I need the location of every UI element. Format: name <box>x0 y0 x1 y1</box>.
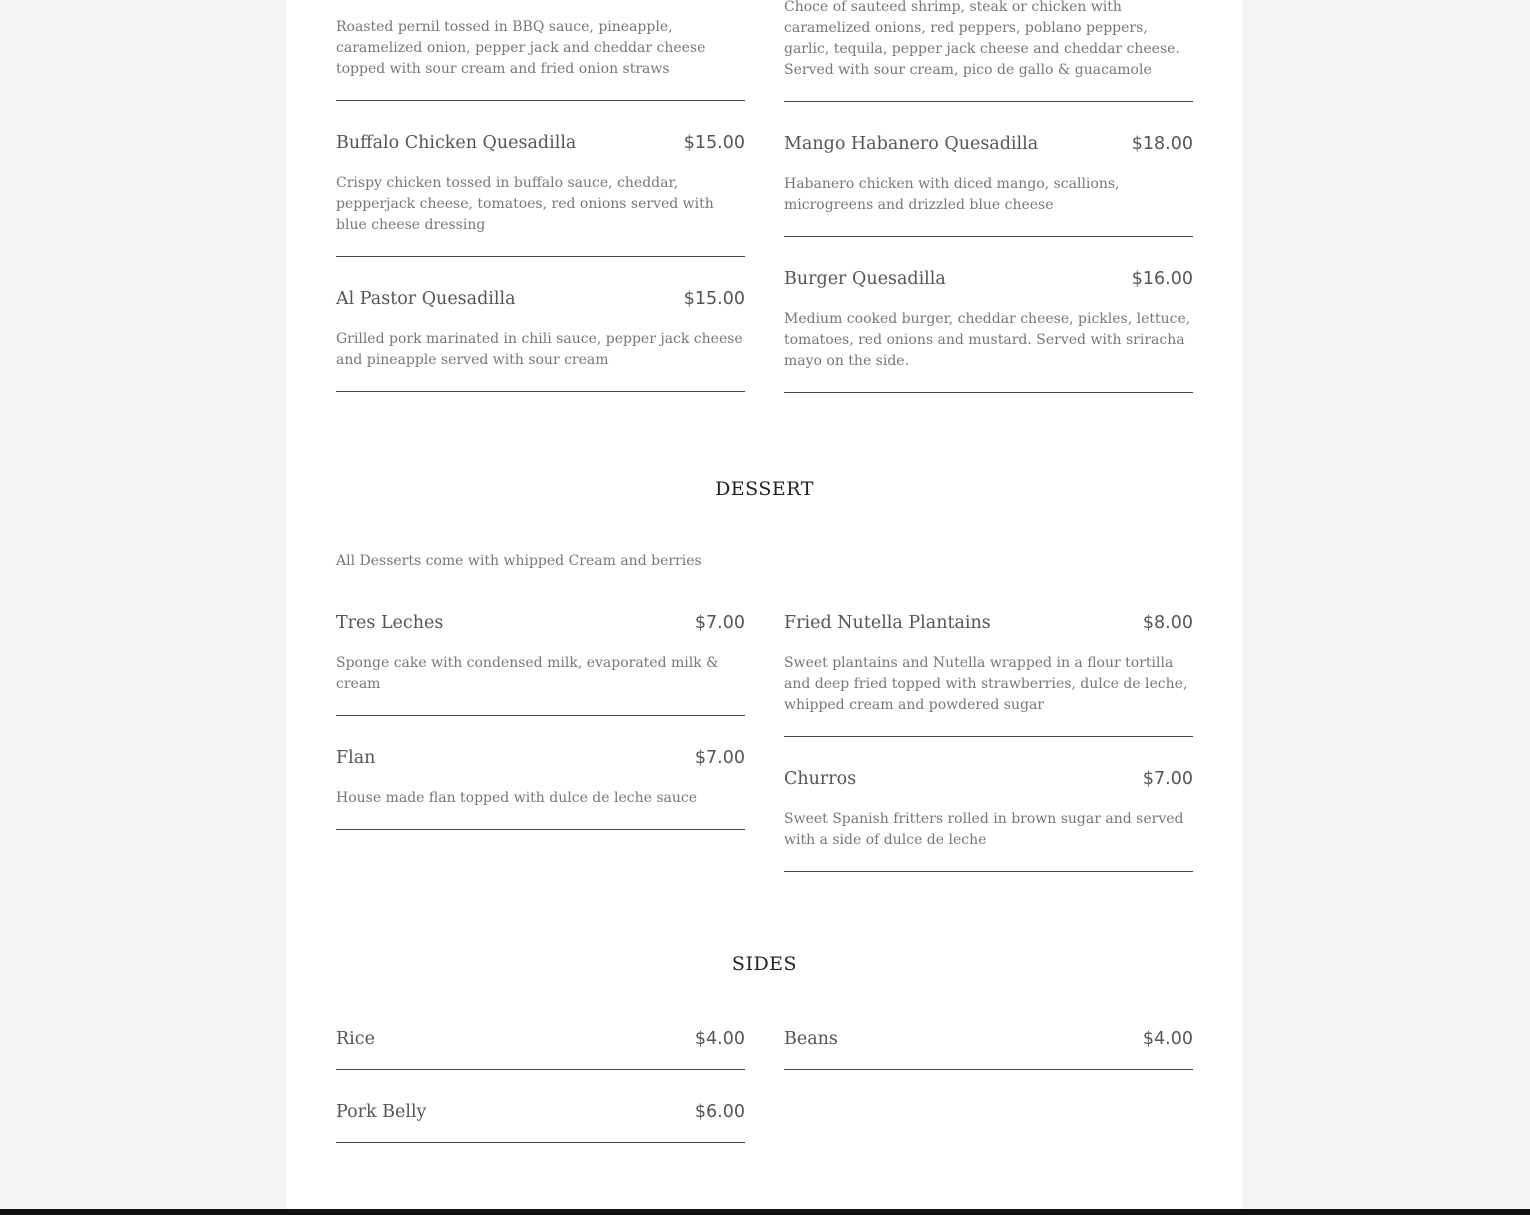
item-price: $7.00 <box>694 613 745 633</box>
item-divider <box>784 871 1193 872</box>
item-divider <box>336 1142 745 1143</box>
item-name: Mango Habanero Quesadilla <box>784 134 1039 154</box>
menu-item <box>336 612 745 695</box>
item-divider <box>784 392 1193 393</box>
item-description: Sweet Spanish fritters rolled in brown sugar and served with a side of dulce de leche <box>784 811 1184 848</box>
item-description: Grilled pork marinated in chili sauce, pepper jack cheese and pineapple served with sour cream <box>336 331 743 368</box>
item-description: Choce of sauteed shrimp, steak or chicken with caramelized onions, red peppers, poblano peppers, garlic, tequila, pepper jack cheese and cheddar cheese. Served with sour cream, pico de gallo & guacamole <box>784 0 1180 78</box>
item-price: $7.00 <box>694 748 745 768</box>
item-price: $16.00 <box>1131 269 1193 289</box>
menu-item <box>336 288 745 371</box>
menu-item <box>784 612 1193 716</box>
section-note: All Desserts come with whipped Cream and berries <box>336 553 702 569</box>
item-price: $18.00 <box>1131 134 1193 154</box>
menu-item <box>784 1028 1193 1052</box>
item-divider <box>784 736 1193 737</box>
item-price: $6.00 <box>694 1102 745 1122</box>
menu-item <box>784 768 1193 851</box>
footer-bar <box>0 1209 1530 1215</box>
menu-item <box>336 132 745 236</box>
section-title-dessert: DESSERT <box>715 478 814 500</box>
item-divider <box>336 1069 745 1070</box>
item-divider <box>336 256 745 257</box>
item-description: Crispy chicken tossed in buffalo sauce, cheddar, pepperjack cheese, tomatoes, red onions served with blue cheese dressing <box>336 175 714 233</box>
item-price: $8.00 <box>1142 613 1193 633</box>
menu-item <box>336 1101 745 1125</box>
item-description: House made flan topped with dulce de leche sauce <box>336 790 698 806</box>
item-name: Churros <box>784 769 857 789</box>
item-name: Burger Quesadilla <box>784 269 946 289</box>
item-name: Rice <box>336 1029 375 1049</box>
item-price: $7.00 <box>1142 769 1193 789</box>
item-name: Tres Leches <box>336 613 444 633</box>
item-divider <box>336 829 745 830</box>
item-divider <box>336 100 745 101</box>
item-name: Fried Nutella Plantains <box>784 613 991 633</box>
item-divider <box>336 391 745 392</box>
item-price: $4.00 <box>694 1029 745 1049</box>
menu-item <box>336 1028 745 1052</box>
item-name: Beans <box>784 1029 838 1049</box>
item-description: Habanero chicken with diced mango, scallions, microgreens and drizzled blue cheese <box>784 176 1120 213</box>
item-name: Pork Belly <box>336 1102 427 1122</box>
item-description: Sponge cake with condensed milk, evaporated milk & cream <box>336 655 719 692</box>
menu-item <box>784 133 1193 216</box>
item-description: Sweet plantains and Nutella wrapped in a flour tortilla and deep fried topped with strawberries, dulce de leche, whipped cream and powdered sugar <box>784 655 1188 713</box>
item-price: $4.00 <box>1142 1029 1193 1049</box>
menu-item <box>784 268 1193 372</box>
item-divider <box>784 101 1193 102</box>
item-name: Al Pastor Quesadilla <box>336 289 516 309</box>
section-title-sides: SIDES <box>731 953 798 975</box>
menu-item <box>336 747 745 809</box>
item-description: Medium cooked burger, cheddar cheese, pickles, lettuce, tomatoes, red onions and mustard. Served with sriracha mayo on the side. <box>784 311 1191 369</box>
item-price: $15.00 <box>683 289 745 309</box>
item-name: Flan <box>336 748 376 768</box>
item-divider <box>784 236 1193 237</box>
item-description: Roasted pernil tossed in BBQ sauce, pineapple, caramelized onion, pepper jack and cheddar cheese topped with sour cream and fried onion straws <box>336 19 706 77</box>
item-divider <box>336 715 745 716</box>
item-name: Buffalo Chicken Quesadilla <box>336 133 577 153</box>
item-divider <box>784 1069 1193 1070</box>
item-price: $15.00 <box>683 133 745 153</box>
